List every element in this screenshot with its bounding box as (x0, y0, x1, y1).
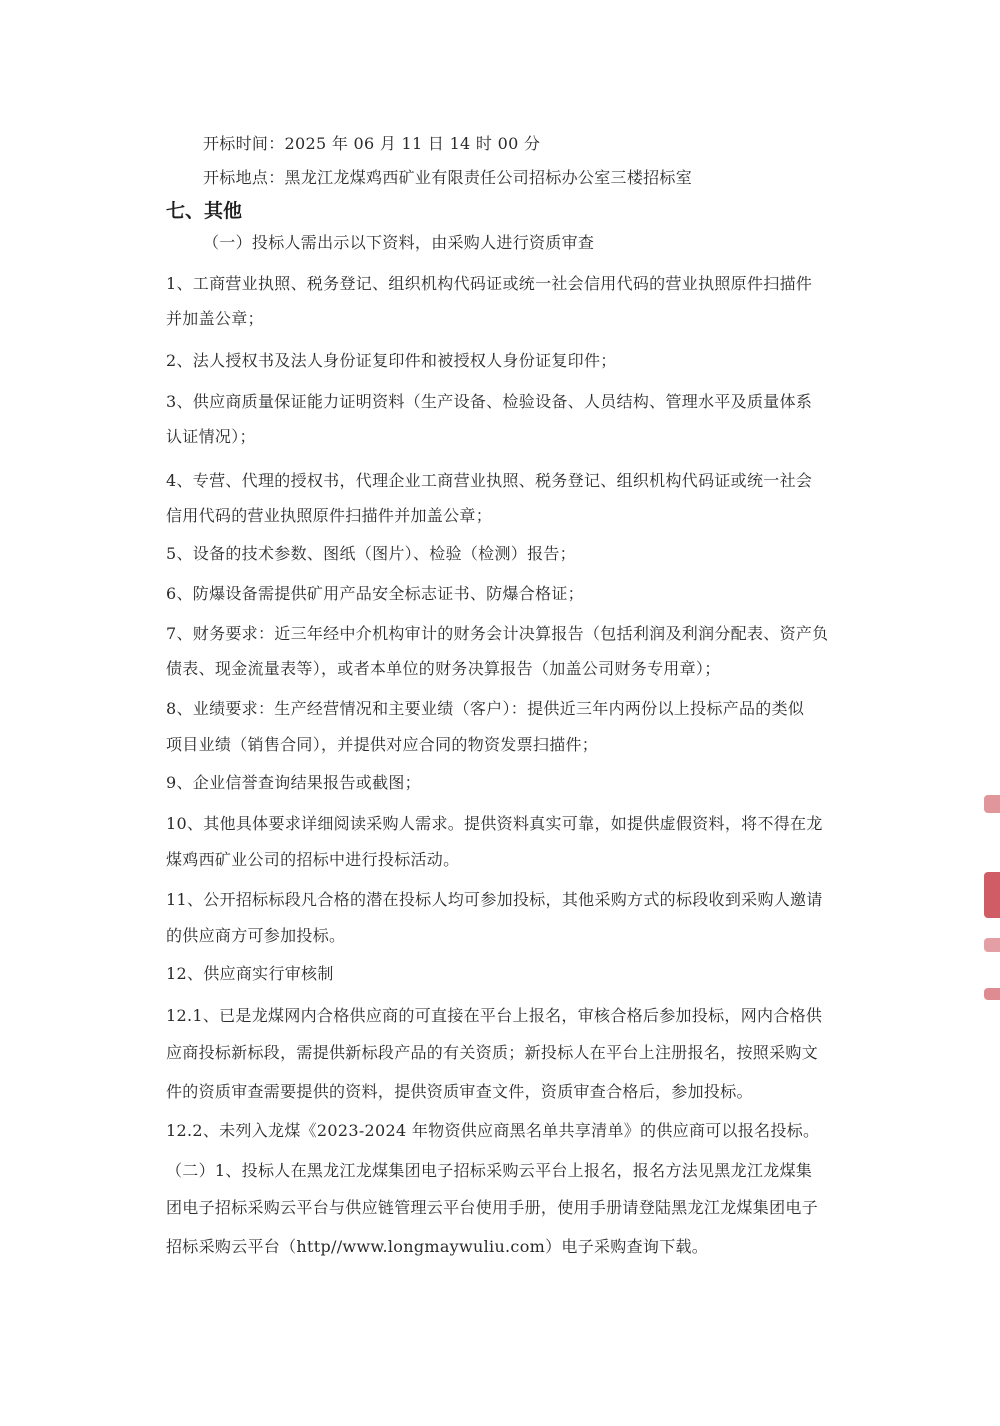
doc-line: 9、企业信誉查询结果报告或截图； (166, 773, 421, 792)
doc-line: 8、业绩要求：生产经营情况和主要业绩（客户）：提供近三年内两份以上投标产品的类似 (166, 699, 805, 718)
doc-line: 并加盖公章； (166, 309, 264, 328)
doc-line: 信用代码的营业执照原件扫描件并加盖公章； (166, 506, 493, 525)
seal-fragment (984, 795, 1000, 813)
doc-line: 的供应商方可参加投标。 (166, 926, 346, 945)
doc-line: 3、供应商质量保证能力证明资料（生产设备、检验设备、人员结构、管理水平及质量体系 (166, 392, 813, 411)
doc-line: 件的资质审查需要提供的资料，提供资质审查文件，资质审查合格后，参加投标。 (166, 1082, 753, 1101)
doc-line: 项目业绩（销售合同），并提供对应合同的物资发票扫描件； (166, 735, 599, 754)
opening-place-label: 开标地点： (203, 168, 285, 187)
doc-line: 应商投标新标段，需提供新标段产品的有关资质；新投标人在平台上注册报名，按照采购文 (166, 1043, 819, 1062)
opening-place-value: 黑龙江龙煤鸡西矿业有限责任公司招标办公室三楼招标室 (284, 168, 693, 187)
doc-line: 招标采购云平台（http//www.longmaywuliu.com）电子采购查询下载。 (166, 1237, 709, 1256)
opening-place (203, 167, 692, 189)
section-intro: （一）投标人需出示以下资料，由采购人进行资质审查 (203, 233, 595, 252)
doc-line: 2、法人授权书及法人身份证复印件和被授权人身份证复印件； (166, 351, 617, 370)
doc-line: 12.2、未列入龙煤《2023-2024 年物资供应商黑名单共享清单》的供应商可以报名投标。 (166, 1121, 820, 1140)
doc-line: 4、专营、代理的授权书，代理企业工商营业执照、税务登记、组织机构代码证或统一社会 (166, 471, 813, 490)
doc-line: 认证情况）； (166, 427, 256, 446)
opening-time-value: 2025 年 06 月 11 日 14 时 00 分 (284, 134, 541, 153)
seal-fragment (984, 988, 1000, 1000)
doc-line: 5、设备的技术参数、图纸（图片）、检验（检测）报告； (166, 544, 576, 563)
doc-line: 10、其他具体要求详细阅读采购人需求。提供资料真实可靠，如提供虚假资料，将不得在龙 (166, 814, 823, 833)
doc-line: 12、供应商实行审核制 (166, 964, 334, 983)
opening-time (203, 133, 540, 155)
opening-time-label: 开标时间： (203, 134, 285, 153)
doc-line: 6、防爆设备需提供矿用产品安全标志证书、防爆合格证； (166, 584, 584, 603)
seal-fragment (984, 872, 1000, 918)
doc-line: 团电子招标采购云平台与供应链管理云平台使用手册，使用手册请登陆黑龙江龙煤集团电子 (166, 1198, 819, 1217)
doc-line: 煤鸡西矿业公司的招标中进行投标活动。 (166, 850, 460, 869)
doc-line: （二）1、投标人在黑龙江龙煤集团电子招标采购云平台上报名，报名方法见黑龙江龙煤集 (166, 1161, 813, 1180)
seal-fragment (984, 938, 1000, 952)
doc-line: 11、公开招标标段凡合格的潜在投标人均可参加投标，其他采购方式的标段收到采购人邀请 (166, 890, 823, 909)
doc-line: 债表、现金流量表等），或者本单位的财务决算报告（加盖公司财务专用章）； (166, 659, 721, 678)
section-heading: 七、其他 (166, 200, 243, 222)
doc-line: 12.1、已是龙煤网内合格供应商的可直接在平台上报名，审核合格后参加投标，网内合格供 (166, 1006, 823, 1025)
doc-line: 7、财务要求：近三年经中介机构审计的财务会计决算报告（包括利润及利润分配表、资产负 (166, 624, 829, 643)
doc-line: 1、工商营业执照、税务登记、组织机构代码证或统一社会信用代码的营业执照原件扫描件 (166, 274, 813, 293)
